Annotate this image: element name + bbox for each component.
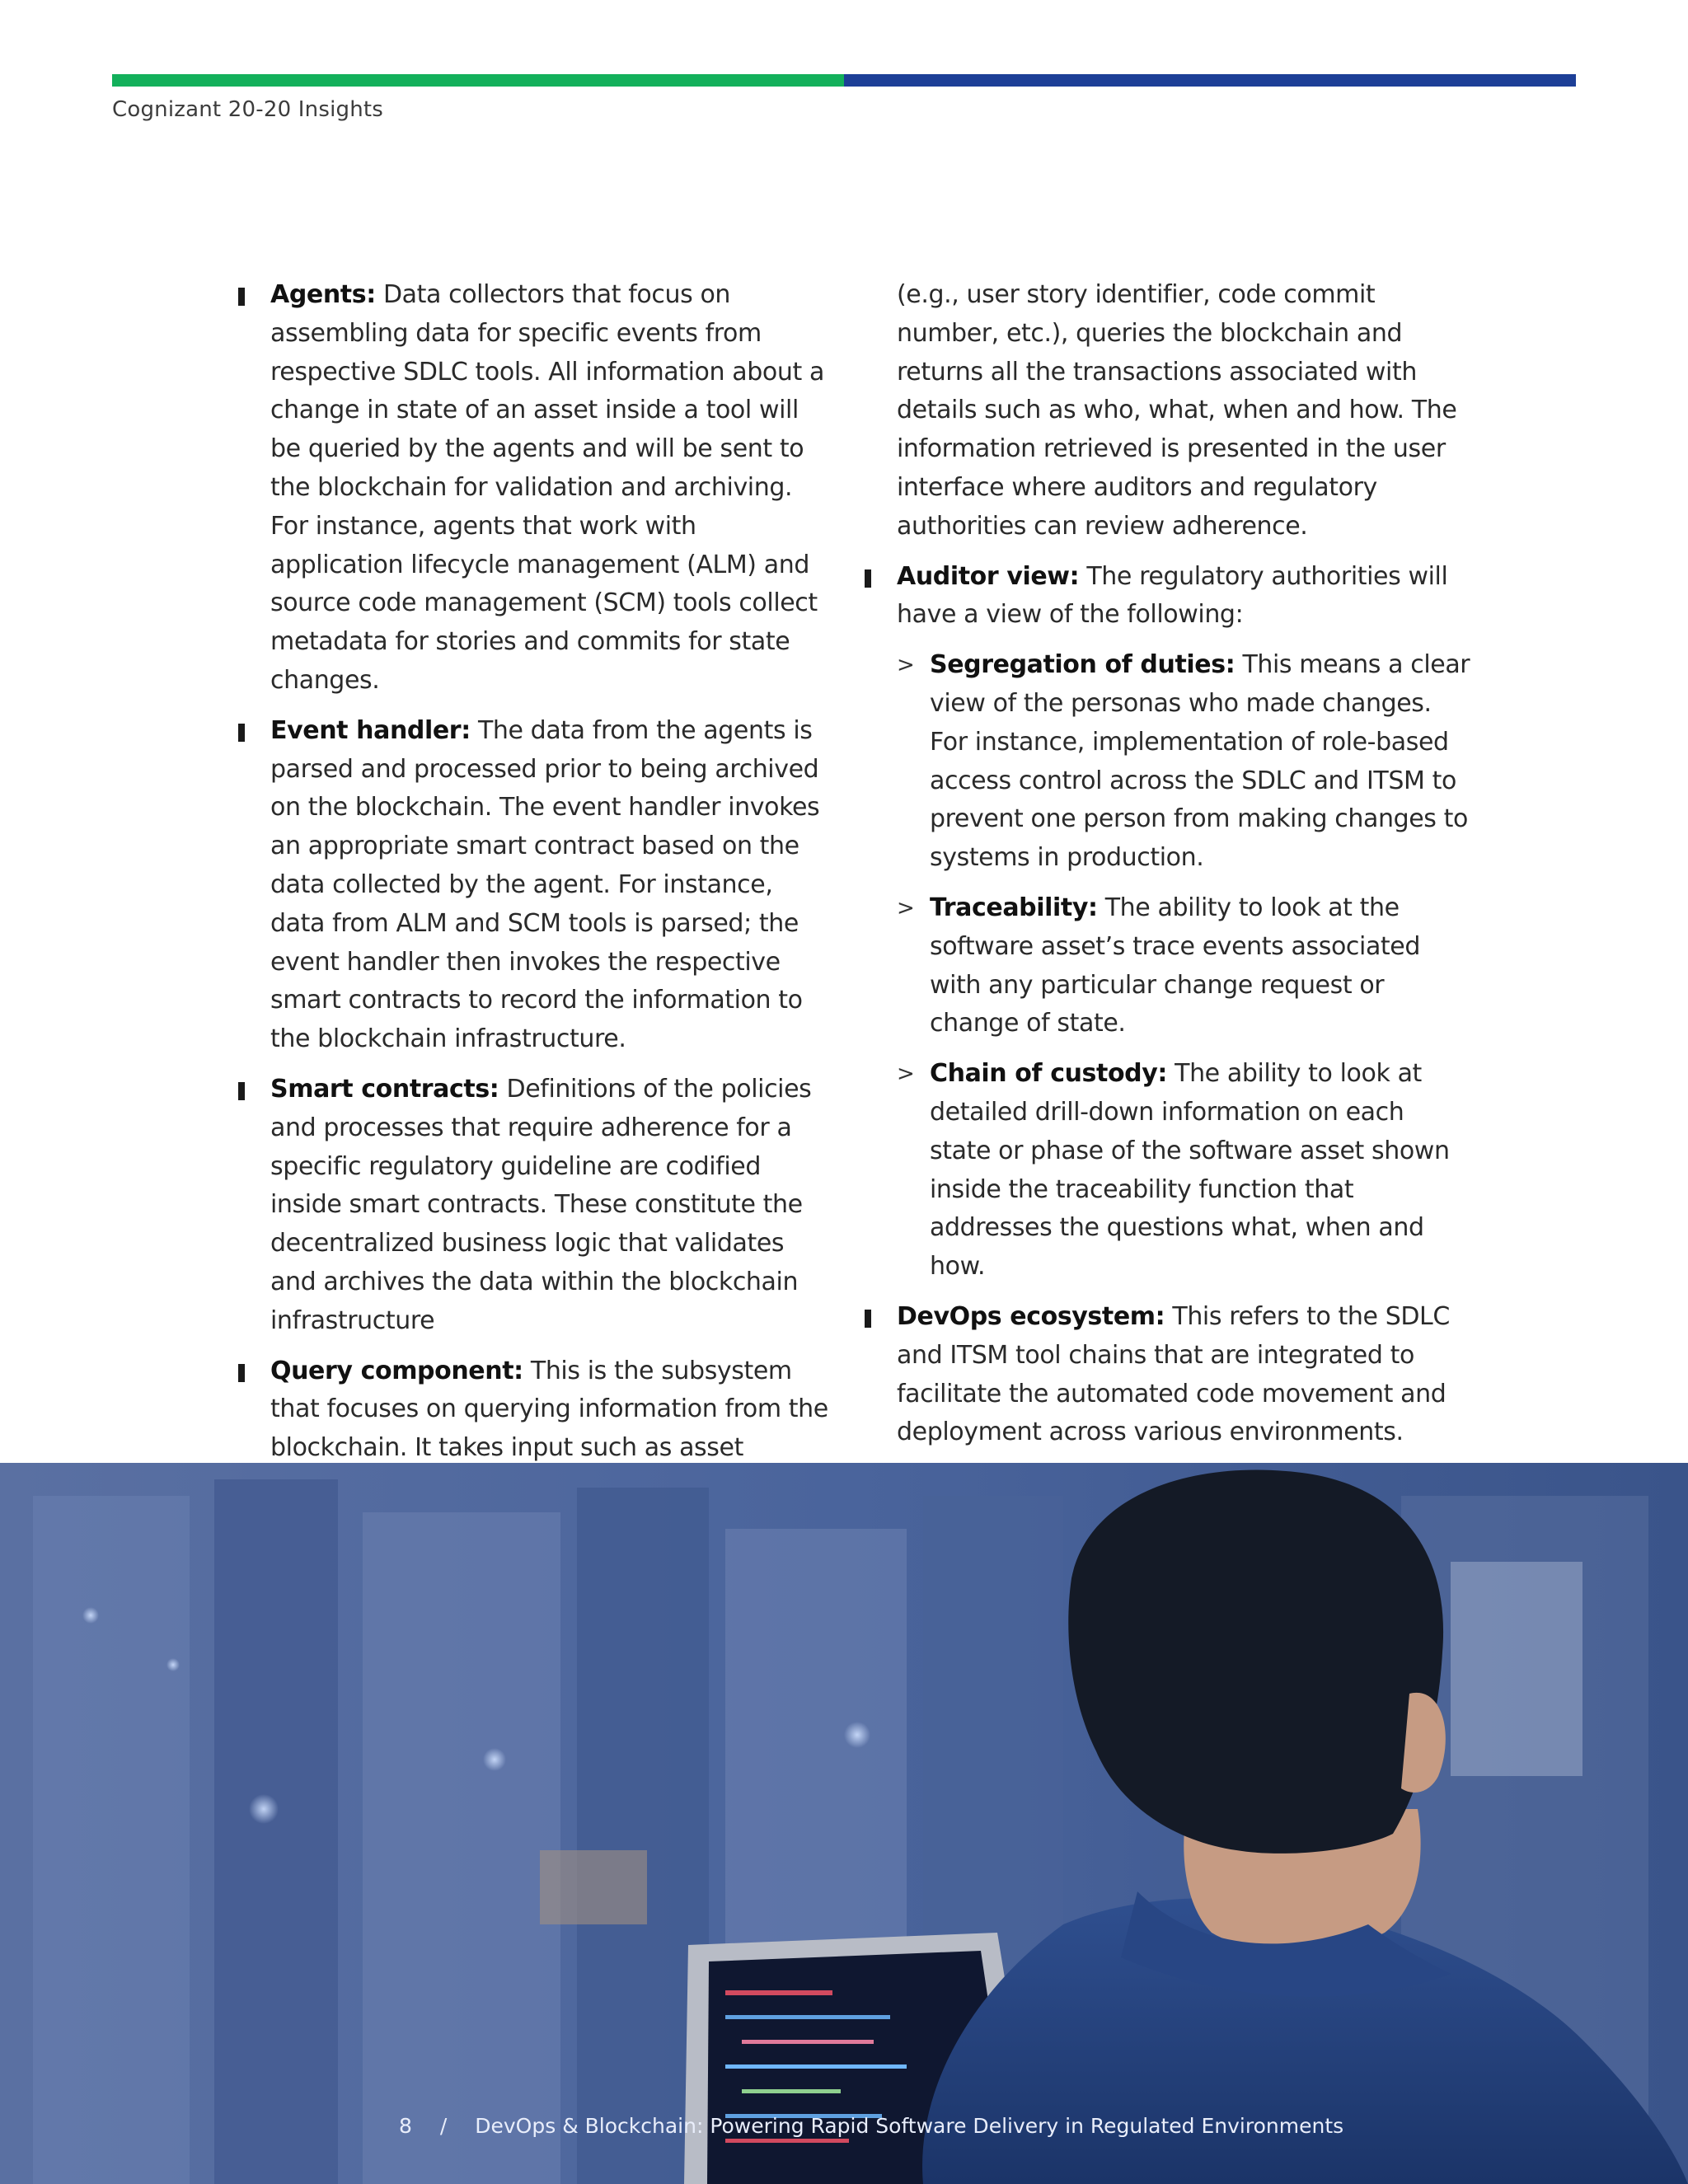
query-component-term: Query component: xyxy=(270,1356,523,1385)
chevron-marker: > xyxy=(897,1062,915,1087)
agents-term: Agents: xyxy=(270,280,376,309)
auditor-view-term: Auditor view: xyxy=(897,561,1080,591)
auditor-view-sublist xyxy=(861,646,1471,1286)
top-bar-blue-segment xyxy=(844,74,1576,87)
devops-ecosystem-paragraph xyxy=(897,1298,1471,1452)
page-number: 8 xyxy=(399,2114,412,2138)
segregation-text: This means a clear view of the personas who made changes. For instance, implementation of role-based access control across the SDLC and ITSM to prevent one person from making changes to systems in production. xyxy=(930,650,1470,873)
bullet-marker xyxy=(238,1082,245,1100)
agents-paragraph xyxy=(270,276,828,701)
left-column xyxy=(235,276,828,1518)
auditor-view-paragraph xyxy=(897,558,1471,635)
list-item-auditor-view xyxy=(861,558,1471,635)
bullet-marker xyxy=(238,724,245,742)
page-footer xyxy=(399,2114,1343,2138)
chevron-marker: > xyxy=(897,895,915,921)
devops-ecosystem-text: This refers to the SDLC and ITSM tool chains that are integrated to facilitate the automated code movement and deployment across various environments. xyxy=(897,1301,1450,1447)
sub-item-chain-of-custody xyxy=(897,1055,1471,1286)
photo-illustration xyxy=(0,1463,1688,2184)
list-item-agents xyxy=(235,276,828,701)
event-handler-paragraph xyxy=(270,712,828,1059)
list-item-smart-contracts xyxy=(235,1071,828,1341)
smart-contracts-paragraph xyxy=(270,1071,828,1341)
devops-ecosystem-term: DevOps ecosystem: xyxy=(897,1301,1165,1331)
top-bar-green-segment xyxy=(112,74,844,87)
bullet-marker xyxy=(865,569,871,588)
footer-document-title: DevOps & Blockchain: Powering Rapid Software Delivery in Regulated Environments xyxy=(475,2114,1344,2138)
list-item-event-handler xyxy=(235,712,828,1059)
list-item-devops-ecosystem xyxy=(861,1298,1471,1452)
chain-of-custody-text: The ability to look at detailed drill-down information on each state or phase of the software asset shown inside the traceability function that addresses the questions what, when and how. xyxy=(930,1059,1450,1282)
smart-contracts-term: Smart contracts: xyxy=(270,1074,499,1104)
smart-contracts-text: Definitions of the policies and processes that require adherence for a specific regulatory guideline are codified inside smart contracts. These constitute the decentralized business logic that validates and archives the data within the blockchain infrastructure xyxy=(270,1074,812,1335)
chevron-marker: > xyxy=(897,653,915,678)
traceability-term: Traceability: xyxy=(930,893,1098,922)
event-handler-text: The data from the agents is parsed and processed prior to being archived on the blockchain. The event handler invokes an appropriate smart contract based on the data collected by the agent. For instance, data from ALM and SCM tools is parsed; the event handler then invokes the respective smart contracts to record the information to the blockchain infrastructure. xyxy=(270,715,820,1054)
segregation-term: Segregation of duties: xyxy=(930,650,1236,680)
segregation-paragraph xyxy=(930,646,1471,878)
top-accent-bar xyxy=(112,74,1576,87)
header-publication-label: Cognizant 20-20 Insights xyxy=(112,97,384,122)
traceability-paragraph xyxy=(930,889,1471,1043)
query-continued-text: (e.g., user story identifier, code commit number, etc.), queries the blockchain and returns all the transactions associated with details such as who, what, when and how. The information retrieved is presented in the user interface where auditors and regulatory authorities can review adherence. xyxy=(897,280,1457,541)
query-component-text: This is the subsystem that focuses on querying information from the blockchain. It takes input such as asset xyxy=(270,1356,828,1463)
sub-item-traceability xyxy=(897,889,1471,1043)
footer-separator: / xyxy=(439,2114,448,2138)
bullet-marker xyxy=(865,1310,871,1328)
agents-text: Data collectors that focus on assembling data for specific events from respective SDLC tools. All information about a change in state of an asset inside a tool will be queried by the agents and will be sent to the blockchain for validation and archiving. For instance, agents that work with application lifecycle management (ALM) and source code management (SCM) tools collect metadata for stories and commits for state changes. xyxy=(270,280,824,695)
traceability-text: The ability to look at the software asset’s trace events associated with any particular change request or change of state. xyxy=(930,893,1420,1038)
event-handler-term: Event handler: xyxy=(270,715,471,745)
sub-item-segregation-of-duties xyxy=(897,646,1471,878)
bullet-marker xyxy=(238,1364,245,1382)
chain-of-custody-term: Chain of custody: xyxy=(930,1059,1167,1089)
auditor-view-text: The regulatory authorities will have a view of the following: xyxy=(897,561,1448,630)
hero-photo-engineer-at-laptop xyxy=(0,1463,1688,2184)
query-component-continued xyxy=(861,276,1471,546)
chain-of-custody-paragraph xyxy=(930,1055,1471,1286)
bullet-marker xyxy=(238,288,245,306)
right-column xyxy=(861,276,1471,1464)
